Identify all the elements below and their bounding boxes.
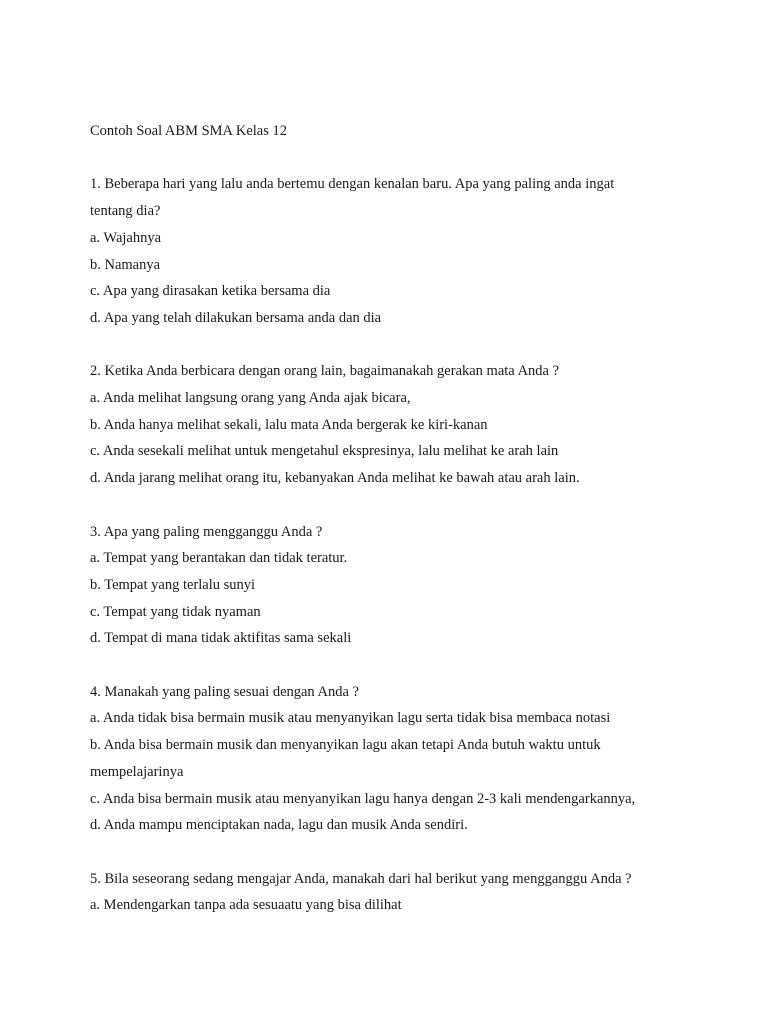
question-text: 3. Apa yang paling mengganggu Anda ? <box>90 523 323 540</box>
option-c: c. Apa yang dirasakan ketika bersama dia <box>90 283 331 300</box>
question-3 <box>90 519 750 653</box>
option-a: a. Wajahnya <box>90 229 162 246</box>
option-c: c. Tempat yang tidak nyaman <box>90 603 261 620</box>
document-title: Contoh Soal ABM SMA Kelas 12 <box>90 123 287 139</box>
option-d: d. Anda mampu menciptakan nada, lagu dan musik Anda sendiri. <box>90 817 468 834</box>
option-b: b. Anda hanya melihat sekali, lalu mata Anda bergerak ke kiri-kanan <box>90 416 488 433</box>
question-text: 2. Ketika Anda berbicara dengan orang lain, bagaimanakah gerakan mata Anda ? <box>90 363 560 380</box>
question-text: 5. Bila seseorang sedang mengajar Anda, manakah dari hal berikut yang mengganggu Anda ? <box>90 870 632 887</box>
question-text-continued: tentang dia? <box>90 203 161 220</box>
option-a: a. Tempat yang berantakan dan tidak teratur. <box>90 550 348 567</box>
question-text: 1. Beberapa hari yang lalu anda bertemu dengan kenalan baru. Apa yang paling anda ingat <box>90 176 615 193</box>
question-text: 4. Manakah yang paling sesuai dengan Anda ? <box>90 683 359 700</box>
option-a: a. Anda tidak bisa bermain musik atau menyanyikan lagu serta tidak bisa membaca notasi <box>90 710 611 727</box>
option-d: d. Tempat di mana tidak aktifitas sama sekali <box>90 630 352 647</box>
question-4 <box>90 679 750 839</box>
document-body <box>90 118 750 919</box>
option-b-continued: mempelajarinya <box>90 763 184 780</box>
option-a: a. Anda melihat langsung orang yang Anda ajak bicara, <box>90 390 411 406</box>
option-b: b. Anda bisa bermain musik dan menyanyikan lagu akan tetapi Anda butuh waktu untuk <box>90 737 601 754</box>
spacer <box>90 332 750 359</box>
spacer <box>90 492 750 519</box>
spacer <box>90 145 750 172</box>
option-c: c. Anda bisa bermain musik atau menyanyikan lagu hanya dengan 2-3 kali mendengarkannya, <box>90 790 636 807</box>
option-b: b. Tempat yang terlalu sunyi <box>90 576 256 593</box>
question-5 <box>90 866 750 919</box>
option-d: d. Apa yang telah dilakukan bersama anda dan dia <box>90 309 382 326</box>
option-a: a. Mendengarkan tanpa ada sesuaatu yang bisa dilihat <box>90 897 402 914</box>
option-c: c. Anda sesekali melihat untuk mengetahul ekspresinya, lalu melihat ke arah lain <box>90 443 559 460</box>
option-b: b. Namanya <box>90 256 161 273</box>
option-d: d. Anda jarang melihat orang itu, kebanyakan Anda melihat ke bawah atau arah lain. <box>90 470 580 487</box>
spacer <box>90 652 750 679</box>
question-2 <box>90 358 750 492</box>
spacer <box>90 839 750 866</box>
question-1 <box>90 171 750 331</box>
